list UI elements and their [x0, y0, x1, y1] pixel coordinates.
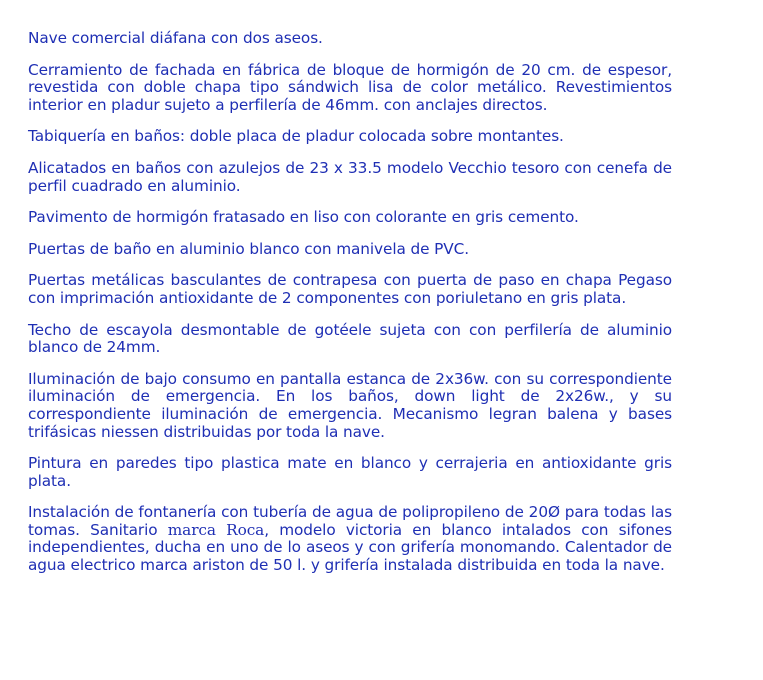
plumbing-brand-text: marca Roca	[167, 520, 265, 539]
plumbing-text-part1: Instalación de fontanería con tubería de agua de polipropileno de 20Ø para todas las tomas. Sanitario	[28, 503, 672, 539]
paragraph-flooring: Pavimento de hormigón fratasado en liso con colorante en gris cemento.	[28, 208, 579, 227]
paragraph-bathroom-doors: Puertas de baño en aluminio blanco con manivela de PVC.	[28, 239, 470, 258]
paragraph-ceiling: Techo de escayola desmontable de gotéele sujeta con con perfilería de aluminio blanco de 24mm.	[28, 320, 672, 357]
paragraph-facade: Cerramiento de fachada en fábrica de bloque de hormigón de 20 cm. de espesor, revestida con doble chapa tipo sándwich lisa de color metálico. Revestimientos interior en pladur sujeto a perfilería de 46mm. con anclajes directos.	[28, 60, 672, 114]
paragraph-intro: Nave comercial diáfana con dos aseos.	[28, 29, 323, 47]
paragraph-metal-doors: Puertas metálicas basculantes de contrapesa con puerta de paso en chapa Pegaso con imprimación antioxidante de 2 componentes con poriuletano en gris plata.	[28, 271, 672, 307]
paragraph-partitions: Tabiquería en baños: doble placa de pladur colocada sobre montantes.	[28, 127, 564, 146]
paragraph-tiling: Alicatados en baños con azulejos de 23 x 33.5 modelo Vecchio tesoro con cenefa de perfil cuadrado en aluminio.	[28, 158, 672, 195]
paragraph-paint: Pintura en paredes tipo plastica mate en blanco y cerrajeria en antioxidante gris plata.	[28, 454, 672, 490]
paragraph-plumbing	[28, 504, 672, 574]
paragraph-lighting: Iluminación de bajo consumo en pantalla estanca de 2x36w. con su correspondiente iluminación de emergencia. En los baños, down light de 2x26w., y su correspondiente iluminación de emergencia. Mecanismo legran balena y bases trifásicas niessen distribuidas por toda la nave.	[28, 369, 672, 441]
document-body	[28, 30, 672, 589]
plumbing-text-part3: , modelo victoria en blanco intalados con sifones independientes, ducha en uno de lo aseos y con grifería monomando. Calentador de agua electrico marca ariston de 50 l. y grifería instalada distribuida en toda la nave.	[28, 520, 673, 575]
